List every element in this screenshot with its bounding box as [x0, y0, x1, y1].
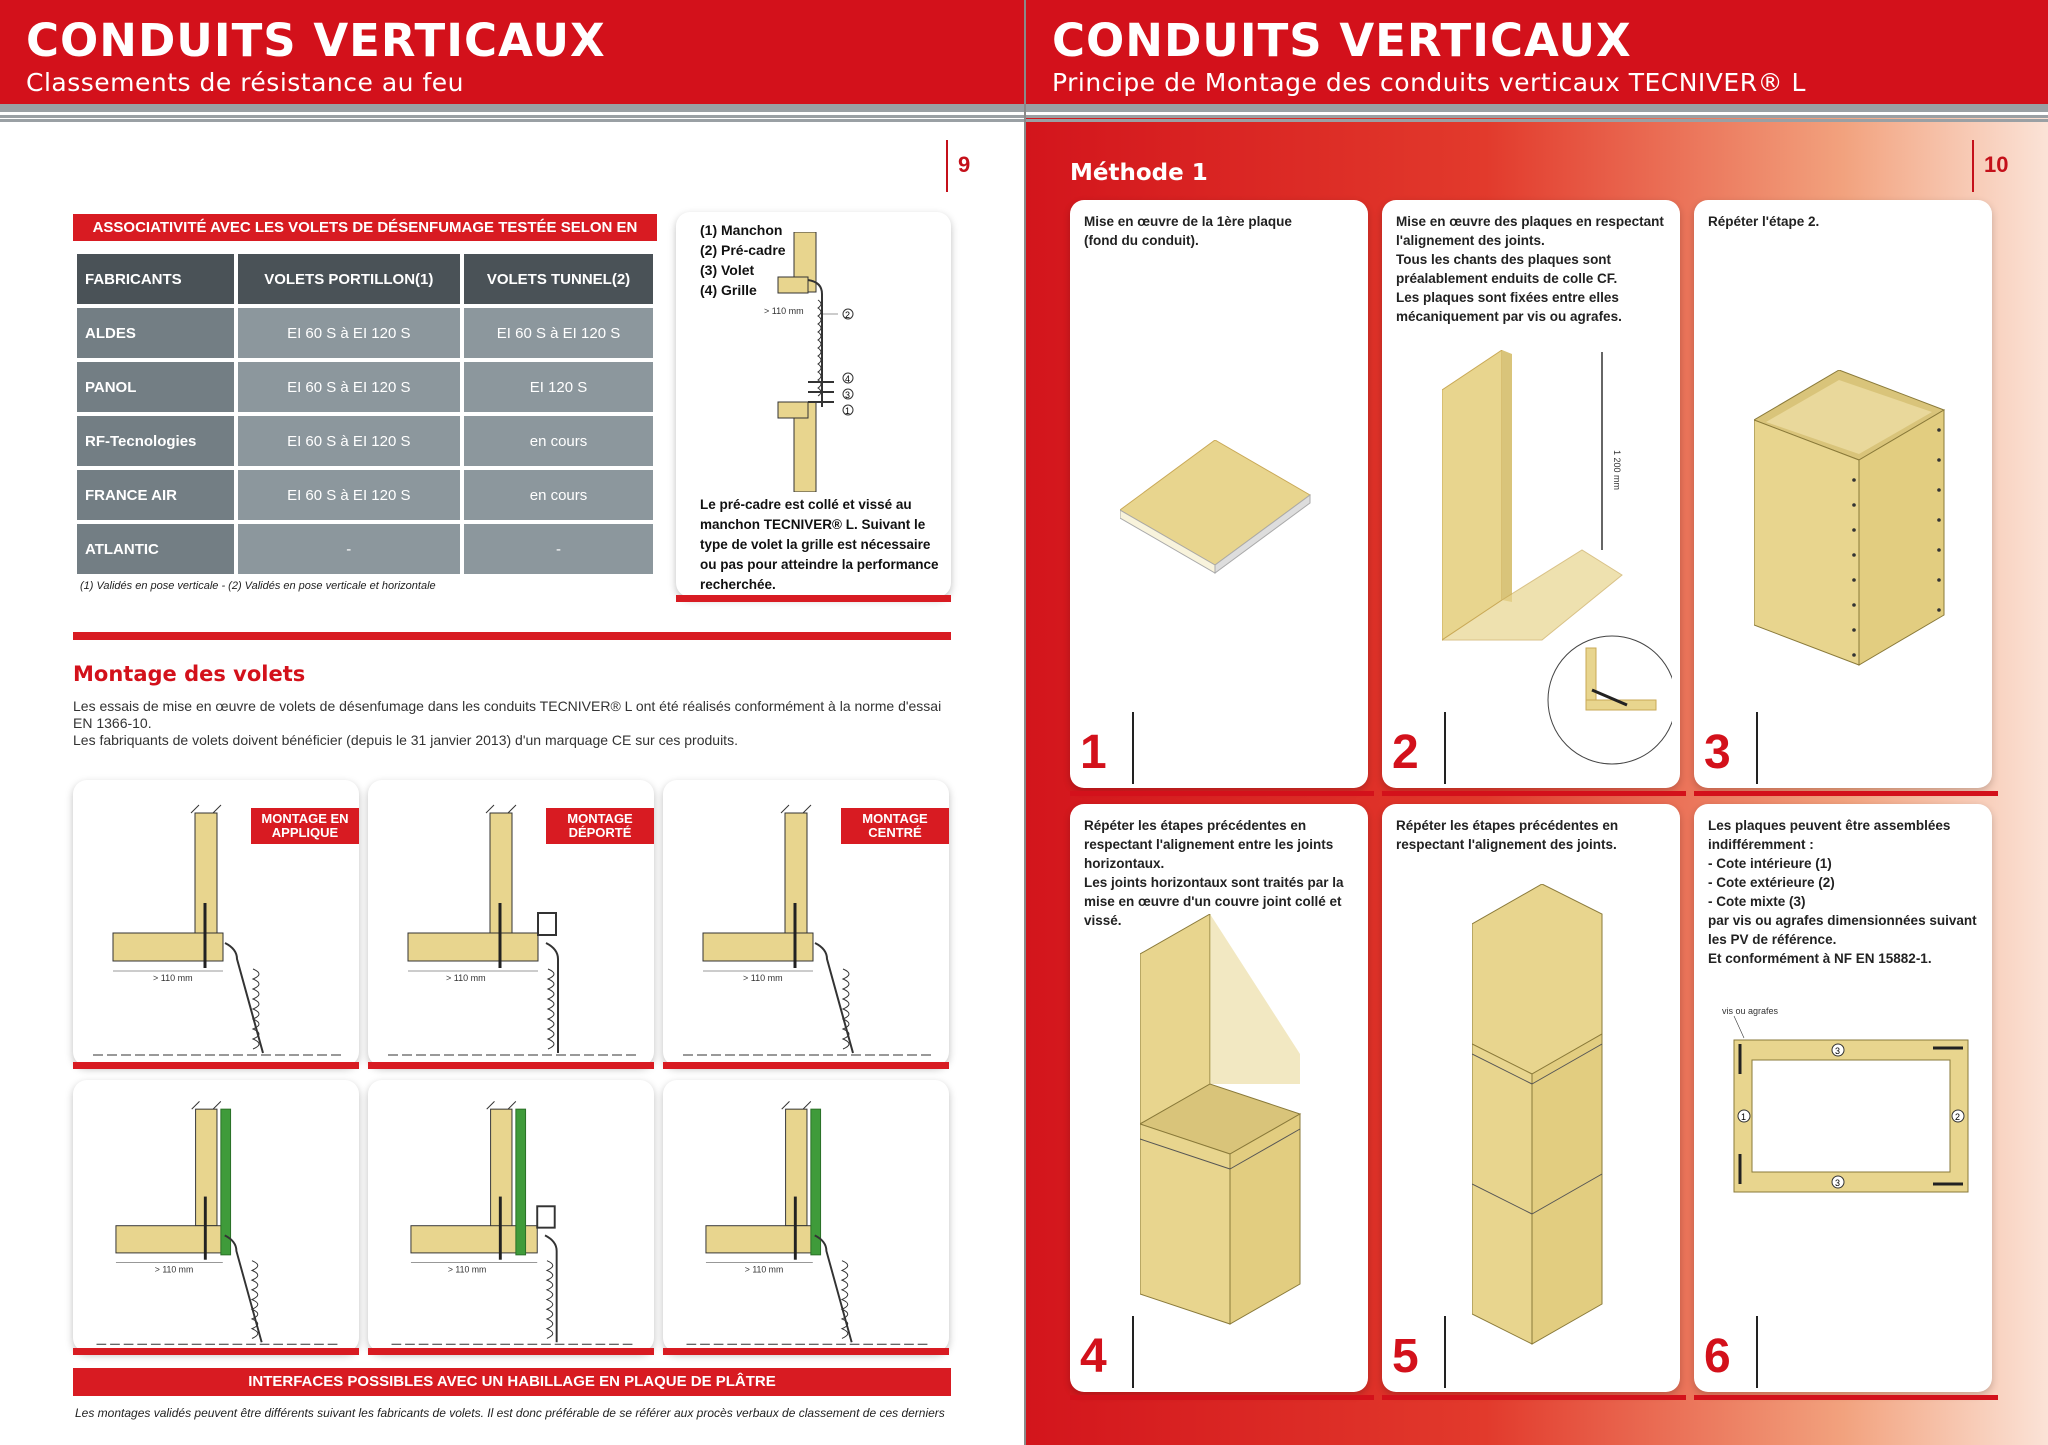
left-subtitle: Classements de résistance au feu — [26, 68, 464, 97]
table-footnote: (1) Validés en pose verticale - (2) Validés en pose verticale et horizontale — [80, 580, 436, 592]
intro-text — [73, 698, 953, 749]
page-number-rule — [946, 140, 948, 192]
step-bar — [1070, 791, 1374, 796]
open-box-drawing — [1754, 370, 1954, 670]
callout: 2 — [1955, 1112, 1961, 1122]
montage-card — [73, 780, 359, 1066]
montage-diagram — [663, 1080, 949, 1352]
right-page — [1026, 0, 2048, 1445]
step-bar — [1070, 1395, 1374, 1400]
montage-diagram — [368, 1080, 654, 1352]
montage-card — [368, 780, 654, 1066]
table-cell: FRANCE AIR — [77, 470, 234, 520]
resistance-table — [73, 250, 657, 578]
step-bar — [1382, 1395, 1686, 1400]
table-cell: en cours — [464, 416, 653, 466]
legend-item: (3) Volet — [700, 262, 755, 278]
table-cell: EI 60 S à EI 120 S — [238, 416, 461, 466]
step-card-4 — [1070, 804, 1368, 1392]
step-line: Répéter les étapes précédentes en respectant l'alignement entre les joints horizontaux. — [1084, 818, 1334, 871]
step-text — [1084, 212, 1358, 250]
method-title: Méthode 1 — [1070, 160, 1208, 186]
table-banner: ASSOCIATIVITÉ AVEC LES VOLETS DE DÉSENFUMAGE TESTÉE SELON EN — [73, 214, 657, 241]
step-number: 2 — [1392, 726, 1419, 779]
step-line: Mise en œuvre de la 1ère plaque — [1084, 214, 1292, 229]
header-stripe — [0, 104, 1024, 118]
table-cell: EI 120 S — [464, 362, 653, 412]
table-row — [77, 470, 653, 520]
table-cell: ATLANTIC — [77, 524, 234, 574]
step-card-6 — [1694, 804, 1992, 1392]
montage-card-bar — [663, 1348, 949, 1355]
step-text — [1708, 212, 1982, 231]
header-stripe-light — [1026, 112, 2048, 115]
header-stripe — [1026, 104, 2048, 118]
header-stripe-light — [0, 112, 1024, 115]
table-row — [77, 362, 653, 412]
step-number-rule — [1444, 712, 1446, 784]
step-number-rule — [1756, 1316, 1758, 1388]
step-number: 5 — [1392, 1330, 1419, 1383]
table-row — [77, 524, 653, 574]
dimension-label: > 110 mm — [744, 1264, 784, 1275]
step-line: Répéter l'étape 2. — [1708, 214, 1820, 229]
section-divider — [73, 632, 951, 640]
tall-column-drawing — [1472, 884, 1632, 1354]
step-bar — [1694, 1395, 1998, 1400]
montage-diagram — [73, 1080, 359, 1352]
step-line: Et conformément à NF EN 15882-1. — [1708, 951, 1932, 966]
dimension-label: > 110 mm — [154, 1264, 194, 1275]
table-cell: PANOL — [77, 362, 234, 412]
left-title: CONDUITS VERTICAUX — [26, 14, 606, 67]
step-number-rule — [1132, 1316, 1134, 1388]
figure-legend — [700, 220, 786, 300]
dimension-label: > 110 mm — [743, 973, 783, 983]
bottom-banner: INTERFACES POSSIBLES AVEC UN HABILLAGE EN PLAQUE DE PLÂTRE — [73, 1368, 951, 1396]
step-line: par vis ou agrafes dimensionnées suivant les PV de référence. — [1708, 913, 1977, 947]
step-line: Mise en œuvre des plaques en respectant l'alignement des joints. — [1396, 214, 1664, 248]
header-stripe-thin — [1026, 119, 2048, 122]
legend-item: (2) Pré-cadre — [700, 242, 786, 258]
step-card-5 — [1382, 804, 1680, 1392]
montage-tag: MONTAGE DÉPORTÉ — [546, 808, 654, 844]
section-drawing — [1708, 1004, 1978, 1204]
table-cell: EI 60 S à EI 120 S — [238, 470, 461, 520]
step-card-3 — [1694, 200, 1992, 788]
montage-card-bar — [368, 1062, 654, 1069]
table-row — [77, 416, 653, 466]
montage-card — [663, 780, 949, 1066]
intro-paragraph: Les fabriquants de volets doivent bénéficier (depuis le 31 janvier 2013) d'un marquage CE sur ces produits. — [73, 732, 738, 748]
step-number-rule — [1444, 1316, 1446, 1388]
dimension-label: 1 200 mm — [1612, 450, 1622, 491]
step-line: Les plaques sont fixées entre elles mécaniquement par vis ou agrafes. — [1396, 290, 1622, 324]
step-line: (fond du conduit). — [1084, 233, 1199, 248]
step-text — [1084, 816, 1358, 930]
callout: 4 — [845, 374, 851, 384]
step-line: - Cote intérieure (1) — [1708, 856, 1832, 871]
step-line: Les joints horizontaux sont traités par la mise en œuvre d'un couvre joint collé et vissé. — [1084, 875, 1344, 928]
step-number: 3 — [1704, 726, 1731, 779]
plate-drawing — [1120, 440, 1320, 580]
legend-item: (1) Manchon — [700, 222, 783, 238]
montage-card-bar — [73, 1348, 359, 1355]
callout: 3 — [845, 390, 851, 400]
intro-paragraph: Les essais de mise en œuvre de volets de désenfumage dans les conduits TECNIVER® L ont été réalisés conformément à la norme d'essai EN 1366-10. — [73, 698, 942, 731]
right-subtitle: Principe de Montage des conduits verticaux TECNIVER® L — [1052, 68, 1806, 97]
section-title: Montage des volets — [73, 662, 306, 686]
step-bar — [1382, 791, 1686, 796]
table-cell: ALDES — [77, 308, 234, 358]
step-number: 6 — [1704, 1330, 1731, 1383]
page-number: 9 — [958, 152, 971, 177]
table-header: VOLETS PORTILLON(1) — [238, 254, 461, 304]
step-number: 4 — [1080, 1330, 1107, 1383]
callout: 1 — [1741, 1112, 1747, 1122]
right-title: CONDUITS VERTICAUX — [1052, 14, 1632, 67]
figure-note: Le pré-cadre est collé et vissé au manchon TECNIVER® L. Suivant le type de volet la grille est nécessaire ou pas pour atteindre la performance recherchée. — [700, 497, 939, 592]
montage-card-bar — [663, 1062, 949, 1069]
table-cell: EI 60 S à EI 120 S — [464, 308, 653, 358]
montage-card — [368, 1080, 654, 1352]
step-line: Répéter les étapes précédentes en respectant l'alignement des joints. — [1396, 818, 1619, 852]
montage-card-bar — [73, 1062, 359, 1069]
table-cell: - — [238, 524, 461, 574]
page-number-rule — [1972, 140, 1974, 192]
callout: 1 — [845, 406, 851, 416]
step-text — [1396, 212, 1670, 326]
step-card-1 — [1070, 200, 1368, 788]
header-stripe-thin — [0, 119, 1024, 122]
step-card-2 — [1382, 200, 1680, 788]
callout: 2 — [845, 310, 851, 320]
page-number: 10 — [1984, 152, 2009, 177]
montage-tag: MONTAGE CENTRÉ — [841, 808, 949, 844]
figure-card-bar — [676, 595, 951, 602]
step-line: - Cote extérieure (2) — [1708, 875, 1835, 890]
table-cell: RF-Tecnologies — [77, 416, 234, 466]
two-plates-drawing — [1442, 350, 1672, 770]
step-number: 1 — [1080, 726, 1107, 779]
dimension-label: > 110 mm — [153, 973, 193, 983]
montage-card — [73, 1080, 359, 1352]
right-header — [1026, 0, 2048, 104]
table-header-row — [77, 254, 653, 304]
callout: 3 — [1835, 1178, 1841, 1188]
legend-item: (4) Grille — [700, 282, 757, 298]
figure-label: vis ou agrafes — [1722, 1006, 1779, 1016]
left-header — [0, 0, 1024, 104]
step-line: Les plaques peuvent être assemblées indifféremment : — [1708, 818, 1951, 852]
bottom-footnote: Les montages validés peuvent être différents suivant les fabricants de volets. Il est donc préférable de se référer aux procès verbaux de classement de ces derniers — [75, 1406, 945, 1420]
montage-card — [663, 1080, 949, 1352]
callout: 3 — [1835, 1046, 1841, 1056]
step-number-rule — [1756, 712, 1758, 784]
step-text — [1708, 816, 1982, 968]
step-bar — [1694, 791, 1998, 796]
box-stack-drawing — [1140, 914, 1340, 1334]
table-header: FABRICANTS — [77, 254, 234, 304]
table-cell: en cours — [464, 470, 653, 520]
table-cell: - — [464, 524, 653, 574]
step-line: Tous les chants des plaques sont préalablement enduits de colle CF. — [1396, 252, 1618, 286]
dimension-label: > 110 mm — [446, 973, 486, 983]
table-cell: EI 60 S à EI 120 S — [238, 362, 461, 412]
step-number-rule — [1132, 712, 1134, 784]
step-text — [1396, 816, 1670, 854]
step-line: - Cote mixte (3) — [1708, 894, 1806, 909]
montage-card-bar — [368, 1348, 654, 1355]
table-cell: EI 60 S à EI 120 S — [238, 308, 461, 358]
table-row — [77, 308, 653, 358]
table-header: VOLETS TUNNEL(2) — [464, 254, 653, 304]
montage-tag: MONTAGE EN APPLIQUE — [251, 808, 359, 844]
dimension-label: > 110 mm — [447, 1264, 487, 1275]
dimension-label: > 110 mm — [764, 306, 804, 316]
